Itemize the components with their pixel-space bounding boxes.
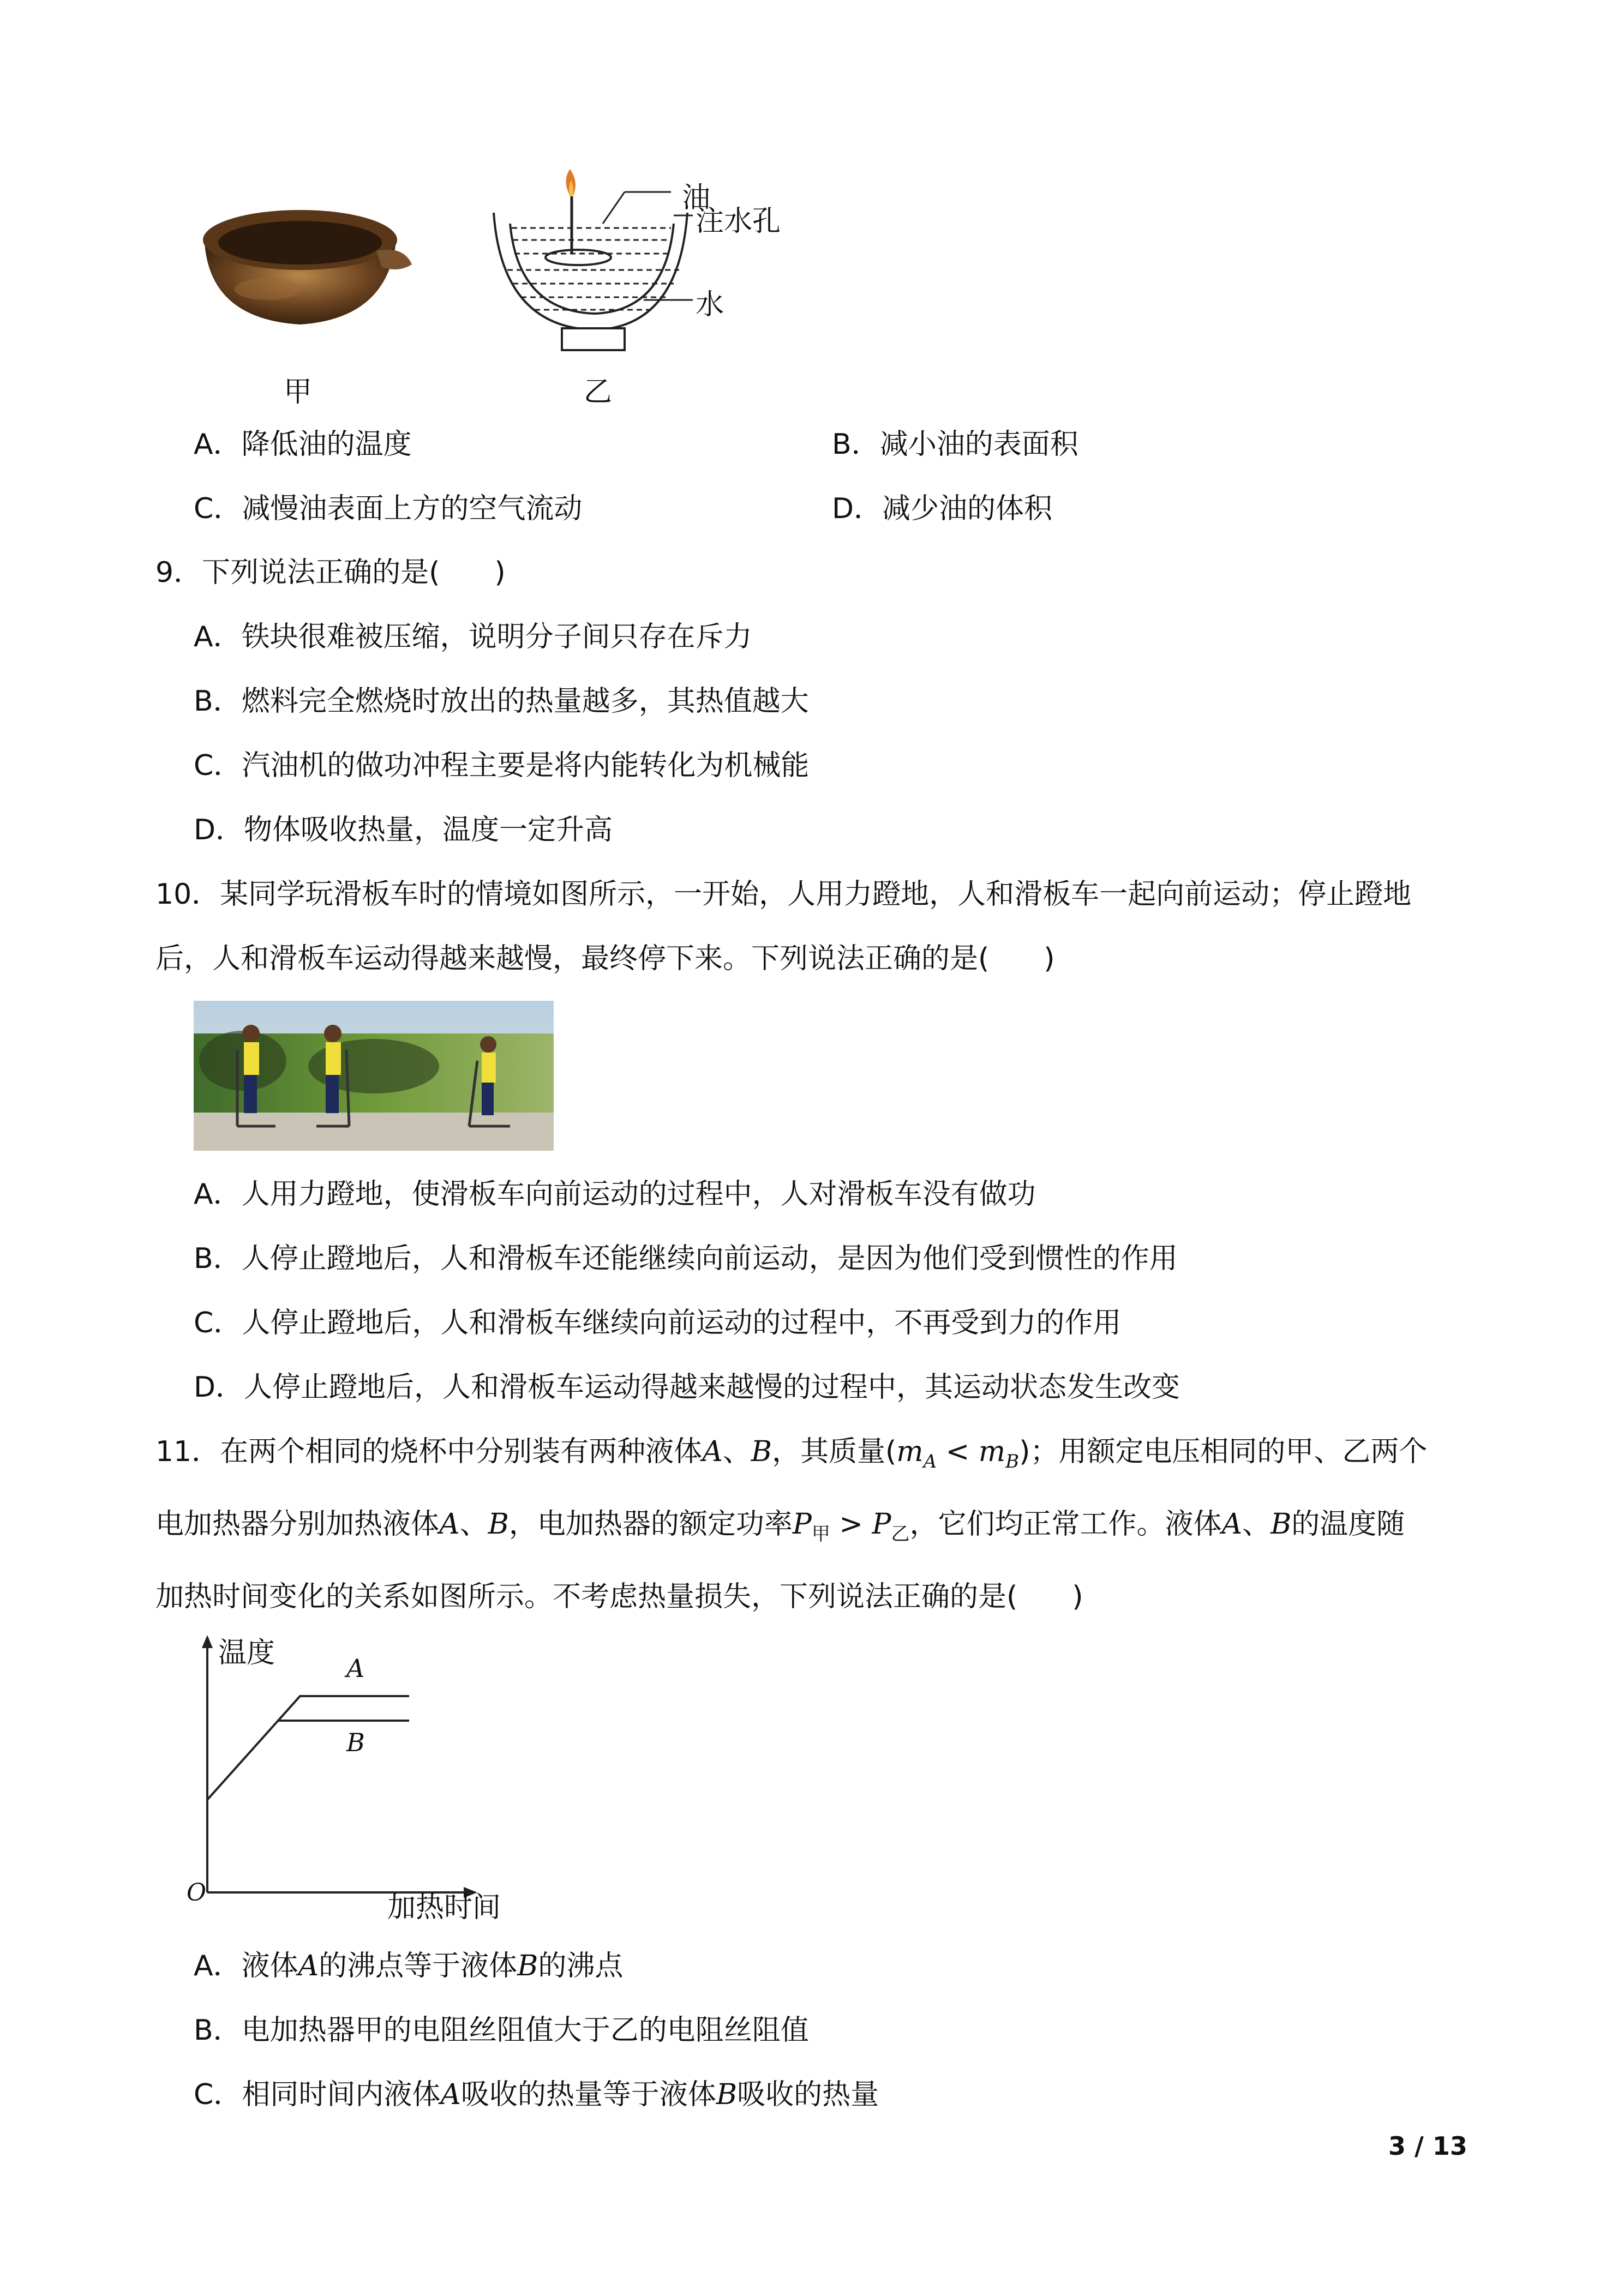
graph-line-a-label: A — [346, 1654, 365, 1683]
q11-option-c[interactable]: C．相同时间内液体A吸收的热量等于液体B吸收的热量 — [194, 2078, 879, 2111]
graph-line-b-label: B — [346, 1728, 365, 1757]
q9-stem: 9．下列说法正确的是( ) — [155, 556, 506, 589]
graph-ylabel: 温度 — [218, 1637, 275, 1669]
q10-option-c[interactable]: C．人停止蹬地后，人和滑板车继续向前运动的过程中，不再受到力的作用 — [194, 1307, 1122, 1339]
q8-option-d[interactable]: D．减少油的体积 — [832, 492, 1053, 525]
caption-yi: 乙 — [584, 376, 613, 408]
caption-jia: 甲 — [284, 376, 313, 408]
q9-option-d[interactable]: D．物体吸收热量，温度一定升高 — [194, 814, 613, 846]
q10-option-b[interactable]: B．人停止蹬地后，人和滑板车还能继续向前运动，是因为他们受到惯性的作用 — [194, 1242, 1178, 1275]
graph-origin: O — [187, 1879, 207, 1907]
q11-stem-line3: 加热时间变化的关系如图所示。不考虑热量损失，下列说法正确的是( ) — [155, 1580, 1083, 1613]
graph-xlabel: 加热时间 — [387, 1891, 501, 1924]
label-fill-hole: 注水孔 — [696, 205, 781, 238]
q10-stem-line2: 后，人和滑板车运动得越来越慢，最终停下来。下列说法正确的是( ) — [155, 942, 1055, 975]
q11-option-b[interactable]: B．电加热器甲的电阻丝阻值大于乙的电阻丝阻值 — [194, 2014, 809, 2047]
q11-option-a[interactable]: A．液体A的沸点等于液体B的沸点 — [194, 1950, 624, 1982]
oil-lamp-photo — [196, 191, 415, 333]
q9-option-c[interactable]: C．汽油机的做功冲程主要是将内能转化为机械能 — [194, 749, 810, 782]
q9-option-b[interactable]: B．燃料完全燃烧时放出的热量越多，其热值越大 — [194, 685, 809, 718]
q10-option-a[interactable]: A．人用力蹬地，使滑板车向前运动的过程中，人对滑板车没有做功 — [194, 1178, 1036, 1211]
label-oil: 油 — [682, 182, 711, 214]
label-water: 水 — [696, 288, 724, 321]
lamp-diagram — [486, 164, 791, 371]
q10-stem-line1: 10．某同学玩滑板车时的情境如图所示，一开始，人用力蹬地，人和滑板车一起向前运动；停止蹬地 — [155, 878, 1412, 911]
q8-option-a[interactable]: A．降低油的温度 — [194, 428, 412, 461]
q11-stem-line2: 电加热器分别加热液体A、B，电加热器的额定功率$P_甲 > P_乙$，它们均正常工作。液体A、B的温度随 — [155, 1508, 1405, 1545]
page-number: 3 / 13 — [1388, 2131, 1467, 2161]
scooter-photo — [194, 1001, 554, 1151]
q11-stem-line1: 11．在两个相同的烧杯中分别装有两种液体A、B，其质量$(m_A < m_B)$；用额定电压相同的甲、乙两个 — [155, 1435, 1428, 1472]
q9-option-a[interactable]: A．铁块很难被压缩，说明分子间只存在斥力 — [194, 621, 752, 653]
temperature-time-graph — [180, 1631, 562, 1925]
q8-option-b[interactable]: B．减小油的表面积 — [832, 428, 1078, 461]
q8-option-c[interactable]: C．减慢油表面上方的空气流动 — [194, 492, 583, 525]
q10-option-d[interactable]: D．人停止蹬地后，人和滑板车运动得越来越慢的过程中，其运动状态发生改变 — [194, 1371, 1180, 1404]
